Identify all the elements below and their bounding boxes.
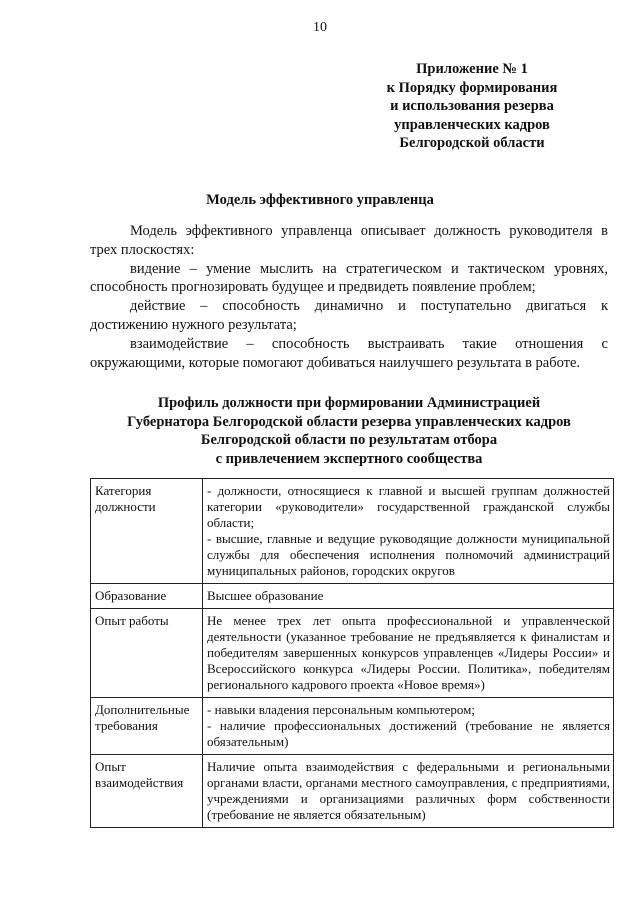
row-value: [203, 584, 614, 609]
page-number: 10: [313, 20, 327, 35]
model-title: Модель эффективного управленца: [206, 192, 434, 208]
row-value: [203, 698, 614, 755]
profile-title-line: Губернатора Белгородской области резерва управленческих кадров: [127, 413, 571, 430]
profile-title: [90, 394, 608, 468]
intro-paragraph-interaction: взаимодействие – способность выстраивать такие отношения с окружающими, которые помогают добиваться наилучшего результата в работе.: [90, 335, 608, 371]
row-value-paragraph: - навыки владения персональным компьютером;: [207, 702, 475, 717]
profile-table: [90, 478, 614, 828]
appendix-line: управленческих кадров: [394, 116, 550, 133]
profile-title-line: Профиль должности при формировании Администрацией: [157, 395, 541, 411]
row-label: Образование: [91, 584, 203, 609]
row-value: [203, 609, 614, 698]
table-row: [91, 584, 614, 609]
profile-title-line: Белгородской области по результатам отбора: [200, 432, 498, 448]
intro-paragraph-action: действие – способность динамично и поступательно двигаться к достижению нужного результата;: [90, 298, 608, 333]
appendix-line: к Порядку формирования: [386, 79, 558, 96]
row-value-paragraph: - наличие профессиональных достижений (требование не является обязательным): [207, 718, 610, 749]
row-value-paragraph: - должности, относящиеся к главной и высшей группам должностей категории «руководители» государственной гражданской службы области;: [207, 483, 610, 530]
row-value-paragraph: Высшее образование: [207, 588, 324, 603]
row-value: [203, 755, 614, 828]
row-label: Опыт работы: [91, 609, 203, 698]
appendix-line: и использования резерва: [390, 98, 554, 114]
intro-paragraph: Модель эффективного управленца описывает должность руководителя в трех плоскостях:: [90, 223, 608, 258]
table-row: [91, 609, 614, 698]
intro-paragraph-vision: видение – умение мыслить на стратегическом и тактическом уровнях, способность прогнозировать будущее и предвидеть появление проблем;: [90, 260, 608, 296]
table-row: [91, 479, 614, 584]
intro-text: [90, 222, 608, 372]
row-value: [203, 479, 614, 584]
appendix-line: Белгородской области: [399, 135, 545, 151]
row-label: Опыт взаимодействия: [91, 755, 203, 828]
row-value-paragraph: Не менее трех лет опыта профессиональной и управленческой деятельности (указанное требование не предъявляется к финалистам и победителям завершенных конкурсов управленцев «Лидеры России» и Всероссийского конкурса «Лидеры России. Политика», победителям регионального кадрового проекта «Новое время»): [207, 613, 610, 692]
profile-title-line: с привлечением экспертного сообщества: [215, 450, 483, 467]
row-label: Дополнительные требования: [91, 698, 203, 755]
row-value-paragraph: - высшие, главные и ведущие руководящие должности муниципальной службы для обеспечения исполнения полномочий администраций муниципальных районов, городских округов: [207, 531, 610, 578]
appendix-line: Приложение № 1: [416, 61, 528, 77]
row-value-paragraph: Наличие опыта взаимодействия с федеральными и региональными органами власти, органами местного самоуправления, с предприятиями, учреждениями и организациями различных форм собственности (требование не является обязательным): [207, 759, 610, 822]
row-label: Категория должности: [91, 479, 203, 584]
table-row: [91, 755, 614, 828]
table-row: [91, 698, 614, 755]
appendix-header: [352, 60, 592, 153]
